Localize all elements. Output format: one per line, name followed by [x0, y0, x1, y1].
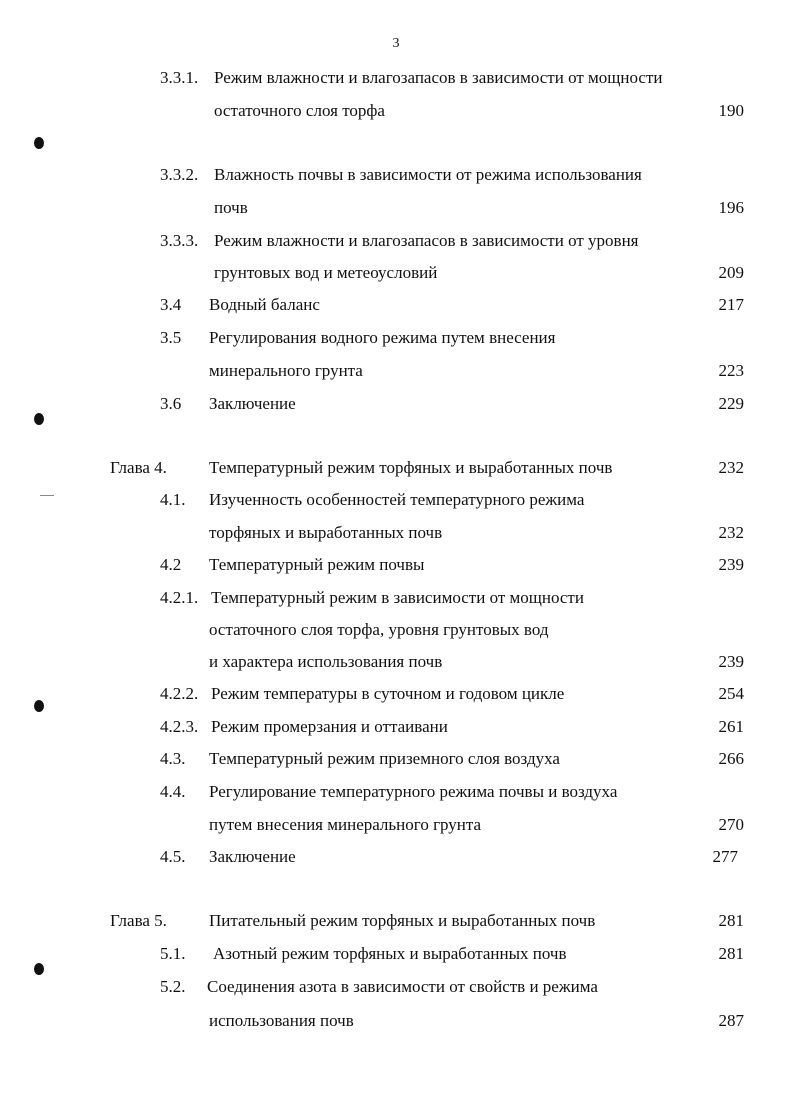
- toc-entry-title: использования почв: [209, 1011, 354, 1030]
- toc-entry-title: Температурный режим почвы: [209, 555, 425, 574]
- toc-entry-title: Режим влажности и влагозапасов в зависимости от уровня: [214, 231, 639, 250]
- toc-entry-title: Заключение: [209, 847, 296, 866]
- toc-entry-label: 3.6: [160, 394, 182, 413]
- toc-entry-title: остаточного слоя торфа, уровня грунтовых вод: [209, 620, 549, 639]
- toc-entry-title: Изученность особенностей температурного режима: [209, 490, 585, 509]
- toc-entry-title: Влажность почвы в зависимости от режима использования: [214, 165, 642, 184]
- toc-entry-title: Режим промерзания и оттаивани: [211, 717, 448, 736]
- toc-entry-page: 281: [718, 944, 744, 963]
- punch-hole-mark: [34, 137, 44, 149]
- toc-entry-page: 281: [718, 911, 744, 930]
- toc-entry-title: грунтовых вод и метеоусловий: [214, 263, 438, 282]
- toc-entry-page: 261: [718, 717, 744, 736]
- toc-entry-title: Температурный режим приземного слоя воздуха: [209, 749, 560, 768]
- punch-hole-mark: [34, 413, 44, 425]
- toc-chapter-title: Питательный режим торфяных и выработанных почв: [209, 911, 596, 930]
- toc-entry-title: Режим температуры в суточном и годовом цикле: [211, 684, 565, 703]
- toc-entry-title: торфяных и выработанных почв: [209, 523, 443, 542]
- toc-entry-page: 232: [718, 458, 744, 477]
- toc-entry-label: 3.3.1.: [160, 68, 199, 87]
- toc-entry-page: 223: [718, 361, 744, 380]
- toc-chapter-title: Температурный режим торфяных и выработанных почв: [209, 458, 613, 477]
- toc-entry-title: минерального грунта: [209, 361, 363, 380]
- toc-entry-label: 4.3.: [160, 749, 186, 768]
- toc-entry-title: Соединения азота в зависимости от свойств и режима: [207, 977, 598, 996]
- toc-entry-page: 270: [718, 815, 744, 834]
- toc-entry-label: 4.2.1.: [160, 588, 199, 607]
- toc-entry-label: 3.5: [160, 328, 182, 347]
- punch-hole-mark: [34, 700, 44, 712]
- toc-entry-page: 229: [718, 394, 744, 413]
- toc-entry-page: 266: [718, 749, 744, 768]
- toc-entry-label: 4.1.: [160, 490, 186, 509]
- toc-entry-page: 254: [718, 684, 744, 703]
- toc-entry-title: Азотный режим торфяных и выработанных почв: [213, 944, 567, 963]
- scan-mark: [40, 495, 54, 496]
- toc-entry-page: 239: [718, 652, 744, 671]
- toc-entry-label: 4.4.: [160, 782, 186, 801]
- toc-entry-label: 4.5.: [160, 847, 186, 866]
- toc-entry-label: 4.2: [160, 555, 182, 574]
- toc-entry-page: 239: [718, 555, 744, 574]
- toc-entry-page: 232: [718, 523, 744, 542]
- toc-entry-title: путем внесения минерального грунта: [209, 815, 482, 834]
- toc-entry-title: Режим влажности и влагозапасов в зависимости от мощности: [214, 68, 663, 87]
- page-number: 3: [392, 36, 400, 51]
- toc-entry-label: 3.3.2.: [160, 165, 199, 184]
- toc-entry-page: 277: [712, 847, 738, 866]
- toc-entry-label: 3.4: [160, 295, 182, 314]
- toc-entry-title: остаточного слоя торфа: [214, 101, 385, 120]
- toc-entry-label: 4.2.3.: [160, 717, 199, 736]
- toc-entry-title: Водный баланс: [209, 295, 320, 314]
- toc-chapter-label: Глава 4.: [110, 458, 167, 477]
- toc-entry-page: 209: [718, 263, 744, 282]
- toc-entry-page: 287: [718, 1011, 744, 1030]
- toc-entry-title: Заключение: [209, 394, 296, 413]
- toc-entry-title: почв: [214, 198, 248, 217]
- toc-entry-label: 3.3.3.: [160, 231, 199, 250]
- toc-entry-page: 196: [718, 198, 744, 217]
- toc-chapter-label: Глава 5.: [110, 911, 167, 930]
- punch-hole-mark: [34, 963, 44, 975]
- toc-entry-page: 217: [718, 295, 744, 314]
- toc-entry-page: 190: [718, 101, 744, 120]
- toc-entry-title: Регулирование температурного режима почвы и воздуха: [209, 782, 618, 801]
- toc-entry-label: 5.2.: [160, 977, 186, 996]
- toc-entry-label: 5.1.: [160, 944, 186, 963]
- toc-entry-label: 4.2.2.: [160, 684, 199, 703]
- toc-entry-title: Регулирования водного режима путем внесения: [209, 328, 556, 347]
- toc-entry-title: и характера использования почв: [209, 652, 443, 671]
- toc-entry-title: Температурный режим в зависимости от мощности: [211, 588, 584, 607]
